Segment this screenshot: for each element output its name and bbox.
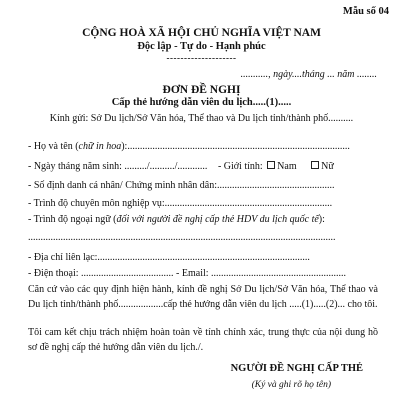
full-name-hint: chữ in hoa [78,141,122,152]
full-name-label: - Họ và tên ( [28,141,79,152]
form-number: Mẫu số 04 [342,6,389,17]
commitment-paragraph: Tôi cam kết chịu trách nhiệm hoàn toàn về tính chính xác, trung thực của nội dung hồ sơ đề nghị cấp thẻ hướng dẫn viên du lịch./. [28,327,378,353]
signature-title: NGƯỜI ĐỀ NGHỊ CẤP THẺ [230,363,363,374]
foreign-language-dots: ........................................................................................................................... [28,232,336,243]
full-name-dots: ):......................................................................................... [121,141,350,152]
document-title: ĐƠN ĐỀ NGHỊ [162,84,241,96]
national-motto: Độc lập - Tự do - Hạnh phúc [137,41,266,52]
id-number-field: - Số định danh cá nhân/ Chứng minh nhân dân:............................................... [28,180,335,191]
foreign-language-field [28,214,325,225]
full-name-field [28,141,350,152]
place-date-line: ..........., ngày....tháng ... năm ........ [240,69,377,80]
national-header: CỘNG HOÀ XÃ HỘI CHỦ NGHĨA VIỆT NAM [82,27,321,39]
signature-note: (Ký và ghi rõ họ tên) [251,380,331,390]
birth-date-field: - Ngày tháng năm sinh: ........./........../............ [28,161,210,172]
motto-underline: -------------------- [166,53,237,63]
birth-gender-row [28,161,334,172]
language-label: - Trình độ ngoại ngữ ( [28,214,117,225]
gender-female-label: Nữ [321,161,334,172]
phone-email-field: - Điện thoại: ..................................... - Email: ...................................................... [28,268,347,279]
language-hint: đối với người đề nghị cấp thẻ HDV du lịch quốc tế [116,214,319,225]
document-subtitle: Cấp thẻ hướng dẫn viên du lịch.....(1)..... [111,97,292,108]
professional-level-field: - Trình độ chuyên môn nghiệp vụ:................................................................... [28,198,333,209]
language-end: ): [318,214,325,225]
gender-label: - Giới tính: [217,161,263,172]
gender-female-checkbox[interactable] [311,161,319,169]
contact-address-field: - Địa chỉ liên lạc:..................................................................................... [28,252,310,263]
recipient-line: Kính gửi: Sở Du lịch/Sở Văn hóa, Thể thao và Du lịch tỉnh/thành phố.......... [49,113,354,124]
gender-male-label: Nam [277,161,297,172]
gender-male-checkbox[interactable] [267,161,275,169]
basis-paragraph: Căn cứ vào các quy định hiện hành, kính đề nghị Sở Du lịch/Sở Văn hóa, Thể thao và Du lịch tỉnh/thành phố..................cấp thẻ hướng dẫn viên du lịch .....(1).....(2)... cho tôi. [28,284,378,310]
